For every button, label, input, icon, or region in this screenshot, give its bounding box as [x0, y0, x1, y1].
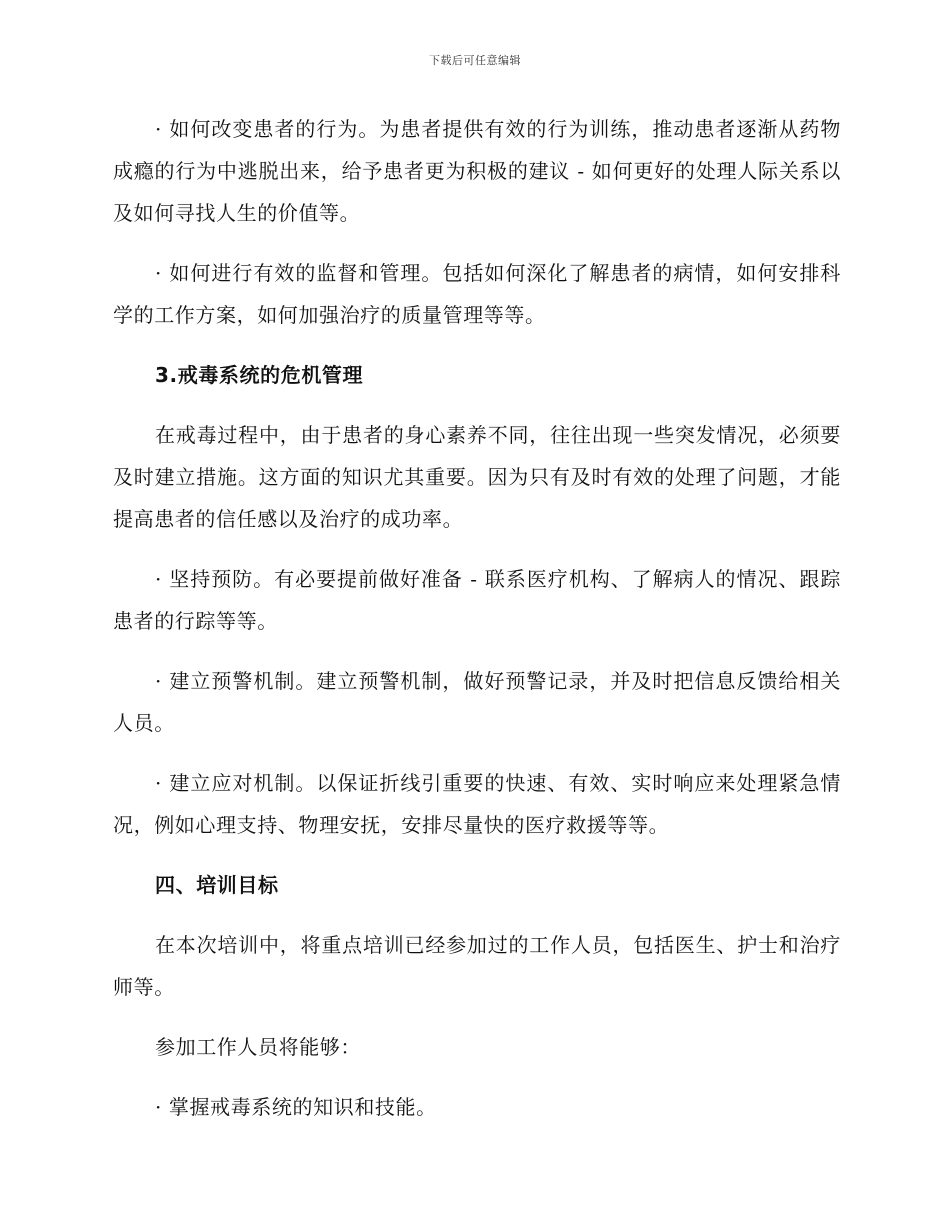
section-heading: 3.戒毒系统的危机管理: [155, 363, 364, 387]
paragraph: · 建立应对机制。以保证折线引重要的快速、有效、实时响应来处理紧急情况，例如心理支持、物理安抚，安排尽量快的医疗救援等等。: [113, 771, 841, 837]
paragraph: · 如何进行有效的监督和管理。包括如何深化了解患者的病情，如何安排科学的工作方案，如何加强治疗的质量管理等等。: [113, 261, 841, 327]
page-header: 下载后可任意编辑: [429, 54, 521, 67]
section-heading: 四、培训目标: [155, 873, 279, 897]
paragraph: 在本次培训中，将重点培训已经参加过的工作人员，包括医生、护士和治疗师等。: [113, 933, 841, 999]
document-body: [113, 108, 841, 1146]
paragraph: · 坚持预防。有必要提前做好准备 - 联系医疗机构、了解病人的情况、跟踪患者的行踪等等。: [113, 567, 841, 633]
paragraph: 在戒毒过程中，由于患者的身心素养不同，往往出现一些突发情况，必须要及时建立措施。这方面的知识尤其重要。因为只有及时有效的处理了问题，才能提高患者的信任感以及治疗的成功率。: [113, 423, 841, 531]
paragraph: · 掌握戒毒系统的知识和技能。: [155, 1095, 437, 1119]
paragraph: 参加工作人员将能够：: [155, 1035, 361, 1059]
paragraph: · 如何改变患者的行为。为患者提供有效的行为训练，推动患者逐渐从药物成瘾的行为中逃脱出来，给予患者更为积极的建议 - 如何更好的处理人际关系以及如何寻找人生的价值等。: [113, 117, 841, 225]
paragraph: · 建立预警机制。建立预警机制，做好预警记录，并及时把信息反馈给相关人员。: [113, 669, 841, 735]
